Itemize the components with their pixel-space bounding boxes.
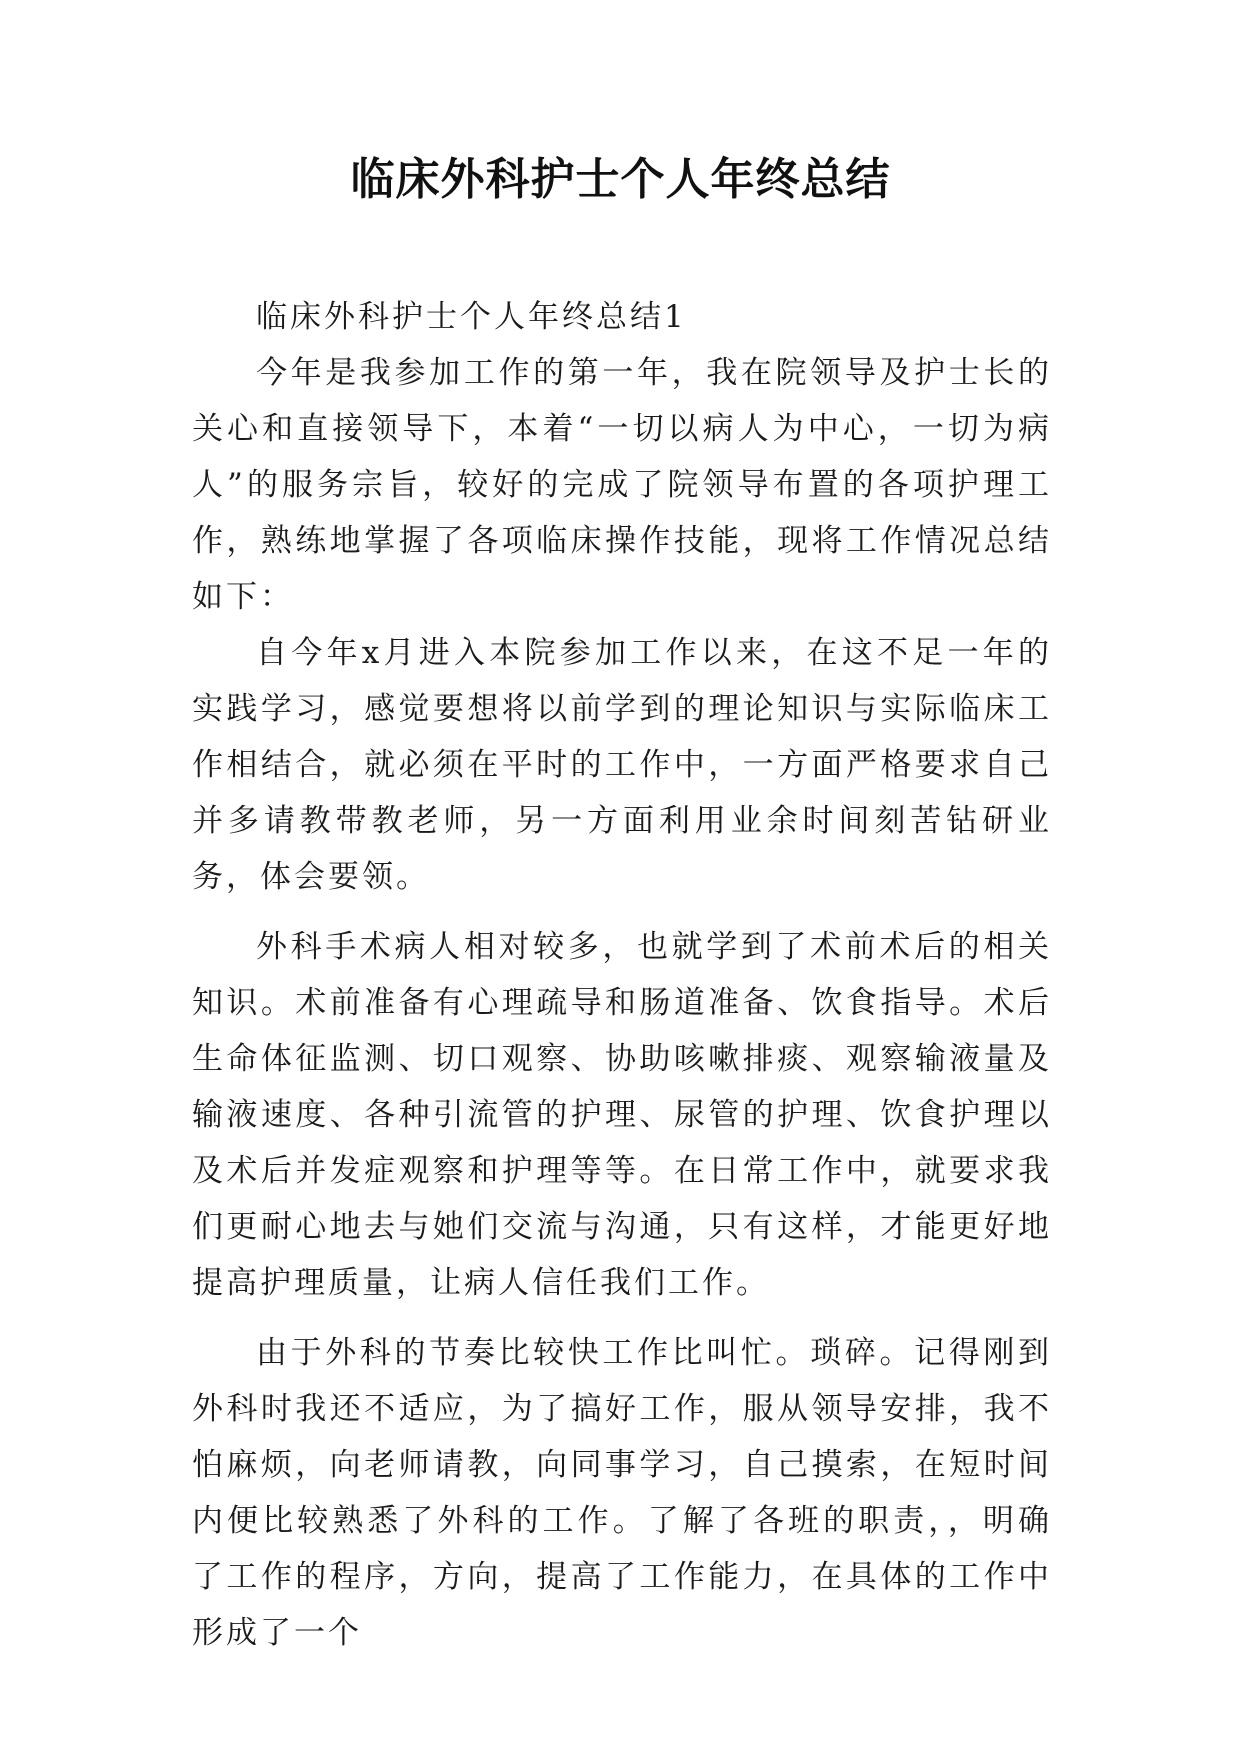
paragraph-study: 自今年x月进入本院参加工作以来，在这不足一年的实践学习，感觉要想将以前学到的理论知识与实际临床工作相结合，就必须在平时的工作中，一方面严格要求自己并多请教带教老师，另一方面利用业余时间刻苦钻研业务，体会要领。 bbox=[192, 635, 1052, 895]
paragraph-adaptation: 由于外科的节奏比较快工作比叫忙。琐碎。记得刚到外科时我还不适应，为了搞好工作，服从领导安排，我不怕麻烦，向老师请教，向同事学习，自己摸索，在短时间内便比较熟悉了外科的工作。了解了各班的职责，，明确了工作的程序，方向，提高了工作能力，在具体的工作中形成了一个 bbox=[192, 1335, 1052, 1651]
paragraph-surgery-care: 外科手术病人相对较多，也就学到了术前术后的相关知识。术前准备有心理疏导和肠道准备、饮食指导。术后生命体征监测、切口观察、协助咳嗽排痰、观察输液量及输液速度、各种引流管的护理、尿管的护理、饮食护理以及术后并发症观察和护理等等。在日常工作中，就要求我们更耐心地去与她们交流与沟通，只有这样，才能更好地提高护理质量，让病人信任我们工作。 bbox=[192, 929, 1052, 1301]
section-heading: 临床外科护士个人年终总结1 bbox=[256, 299, 687, 335]
document-body bbox=[192, 289, 1052, 1661]
document-title: 临床外科护士个人年终总结 bbox=[350, 154, 891, 205]
paragraph-intro: 今年是我参加工作的第一年，我在院领导及护士长的关心和直接领导下，本着“一切以病人为中心，一切为病人”的服务宗旨，较好的完成了院领导布置的各项护理工作，熟练地掌握了各项临床操作技能，现将工作情况总结如下： bbox=[192, 355, 1052, 615]
